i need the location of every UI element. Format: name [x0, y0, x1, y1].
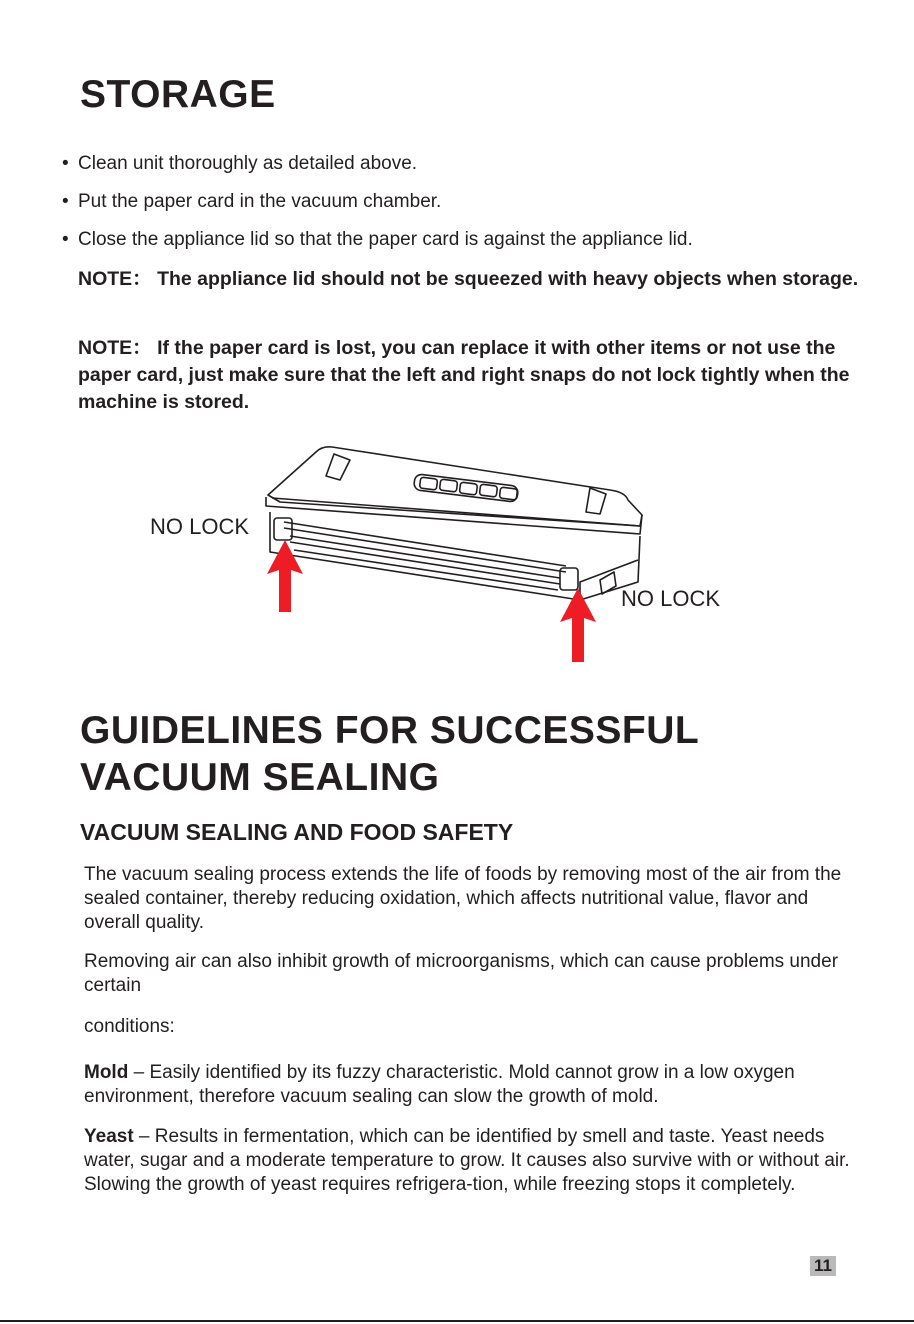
vacuum-sealer-illustration: [250, 440, 670, 670]
definition-yeast: Yeast – Results in fermentation, which can be identified by smell and taste. Yeast needs water, sugar and a moderate temperature to grow. It causes also survive with or without air. Slowing the growth of yeast requires refrigera-tion, while freezing stops it completely.: [84, 1126, 850, 1195]
term-description: Results in fermentation, which can be identified by smell and taste. Yeast needs water, sugar and a moderate temperature to grow. It causes also survive with or without air. Slowing the growth of yeast requires refrigera-tion, while freezing stops it completely.: [84, 1126, 850, 1195]
section-title-storage: STORAGE: [80, 73, 276, 116]
bullet-dot-icon: •: [62, 191, 69, 212]
note-label: NOTE：: [78, 268, 152, 290]
callout-no-lock-left: NO LOCK: [150, 514, 250, 539]
note-block: [78, 335, 878, 416]
arrow-up-icon: [558, 588, 598, 662]
note-label: NOTE：: [78, 337, 152, 359]
callout-no-lock-right: NO LOCK: [621, 586, 721, 611]
note-block: [78, 266, 878, 293]
bullet-dot-icon: •: [62, 229, 69, 250]
body-paragraph: conditions:: [84, 1016, 175, 1037]
page-number: 11: [810, 1256, 836, 1276]
bullet-dot-icon: •: [62, 153, 69, 174]
bullet-item: • Close the appliance lid so that the paper card is against the appliance lid.: [62, 229, 693, 250]
bullet-item: • Put the paper card in the vacuum chamber.: [62, 191, 442, 212]
term-label: Yeast: [84, 1126, 134, 1147]
body-paragraph: Removing air can also inhibit growth of microorganisms, which can cause problems under certain: [84, 951, 839, 996]
term-label: Mold: [84, 1062, 129, 1083]
subsection-title: VACUUM SEALING AND FOOD SAFETY: [80, 819, 514, 845]
bullet-item: • Clean unit thoroughly as detailed above.: [62, 153, 418, 174]
body-paragraph: The vacuum sealing process extends the life of foods by removing most of the air from the sealed container, thereby reducing oxidation, which affects nutritional value, flavor and overall quality.: [84, 864, 842, 933]
note-text: If the paper card is lost, you can replace it with other items or not use the paper card, just make sure that the left and right snaps do not lock tightly when the machine is stored.: [78, 337, 850, 413]
section-title-guidelines-line2: VACUUM SEALING: [80, 756, 440, 799]
note-text: The appliance lid should not be squeezed with heavy objects when storage.: [157, 268, 859, 290]
term-description: Easily identified by its fuzzy characteristic. Mold cannot grow in a low oxygen environment, therefore vacuum sealing can slow the growth of mold.: [84, 1062, 795, 1107]
definition-mold: Mold – Easily identified by its fuzzy characteristic. Mold cannot grow in a low oxygen environment, therefore vacuum sealing can slow the growth of mold.: [84, 1062, 795, 1107]
section-title-guidelines-line1: GUIDELINES FOR SUCCESSFUL: [80, 709, 700, 752]
bottom-divider: [0, 1320, 914, 1322]
arrow-up-icon: [265, 540, 305, 612]
